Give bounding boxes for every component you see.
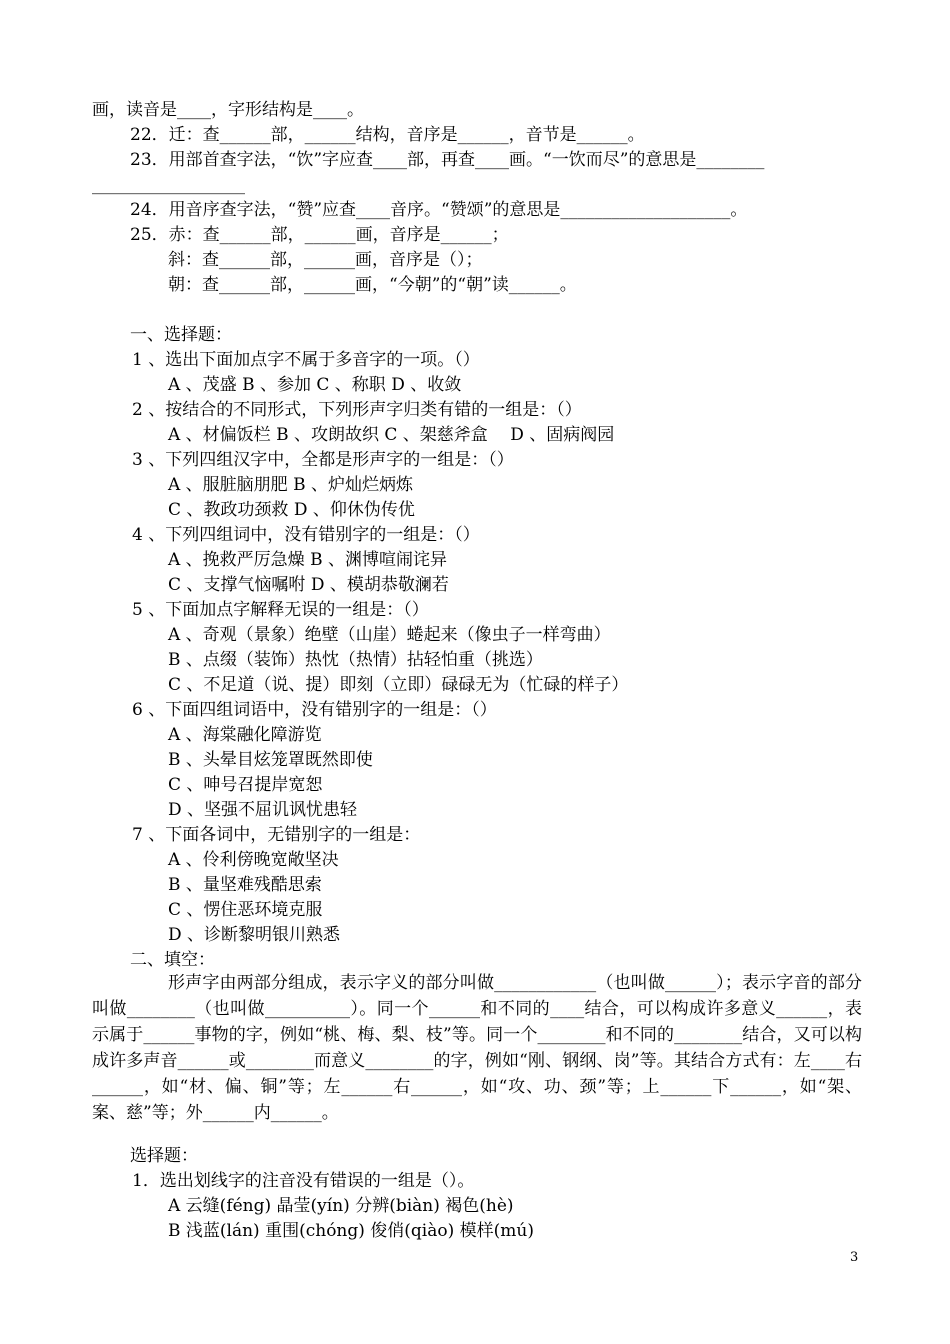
choice-option: A 、茂盛 B 、参加 C 、称职 D 、收敛	[168, 375, 462, 395]
choice-option: A 云缝(féng) 晶莹(yín) 分辨(biàn) 褐色(hè)	[168, 1196, 514, 1216]
choice-option: C 、教政功颈救 D 、仰休伪传优	[168, 500, 415, 520]
choice-option: A 、奇观（景象）绝壁（山崖）蜷起来（像虫子一样弯曲）	[168, 625, 611, 645]
choice-option: A 、服脏脑朋肥 B 、炉灿烂炳炼	[168, 475, 413, 495]
answer-blank: __________________	[92, 175, 245, 195]
choice-question: 1 、选出下面加点字不属于多音字的一项。（）	[132, 350, 480, 370]
section-title-choice-2: 选择题：	[130, 1146, 198, 1166]
choice-option: B 、量坚难残酷思索	[168, 875, 322, 895]
question-22: 22．迁：查______部，______结构，音序是______，音节是______。	[130, 125, 645, 145]
text-line: 画，读音是____，字形结构是____。	[92, 100, 364, 120]
choice-option: D 、坚强不屈讥讽忧患轻	[168, 800, 358, 820]
choice-option: C 、不足道（说、提）即刻（立即）碌碌无为（忙碌的样子）	[168, 675, 629, 695]
question-25-xie: 斜：查______部，______画，音序是（）；	[168, 250, 483, 270]
question-24: 24．用音序查字法，“赞”应查____音序。“赞颂”的意思是____________________。	[130, 200, 748, 220]
choice-option: A 、伶利傍晚宽敞坚决	[168, 850, 339, 870]
fill-in-paragraph: 形声字由两部分组成，表示字义的部分叫做____________（也叫做______）；表示字音的部分叫做________（也叫做__________）。同一个______和不同的____结合，可以构成许多意义______，表示属于______事物的字，例如“桃、梅、梨、枝”等。同一个________和不同的________结合，又可以构成许多声音______或________而意义________的字，例如“刚、钢纲、岗”等。其结合方式有：左____右______，如“材、偏、铜”等；左______右______，如“攻、功、颈”等；上______下______，如“架、案、慈”等；外______内______。	[92, 973, 862, 1123]
question-25: 25．赤：查______部，______画，音序是______；	[130, 225, 509, 245]
choice-option: D 、诊断黎明银川熟悉	[168, 925, 341, 945]
choice-question: 1．选出划线字的注音没有错误的一组是（）。	[132, 1171, 475, 1191]
choice-option: C 、支撑气恼嘱咐 D 、模胡恭敬澜若	[168, 575, 449, 595]
page-number: 3	[850, 1250, 859, 1265]
question-23: 23．用部首查字法，“饮”字应查____部，再查____画。“一饮而尽”的意思是________	[130, 150, 765, 170]
section-title-fill: 二、填空：	[130, 950, 215, 970]
choice-option: C 、呻号召提岸宽恕	[168, 775, 323, 795]
choice-question: 6 、下面四组词语中，没有错别字的一组是：（）	[132, 700, 497, 720]
choice-question: 3 、下列四组汉字中，全都是形声字的一组是：（）	[132, 450, 514, 470]
choice-option: A 、海棠融化障游览	[168, 725, 322, 745]
choice-option: C 、愣住恶环境克服	[168, 900, 323, 920]
choice-option: A 、挽救严厉急燥 B 、渊博喧闹诧异	[168, 550, 447, 570]
choice-question: 7 、下面各词中，无错别字的一组是：	[132, 825, 421, 845]
section-title-choice: 一、选择题：	[130, 325, 232, 345]
choice-option: B 、点缀（装饰）热忱（热情）拈轻怕重（挑选）	[168, 650, 543, 670]
choice-question: 5 、下面加点字解释无误的一组是：（）	[132, 600, 429, 620]
choice-question: 2 、按结合的不同形式，下列形声字归类有错的一组是：（）	[132, 400, 582, 420]
choice-option: B 、头晕目炫笼罩既然即使	[168, 750, 373, 770]
question-25-chao: 朝：查______部，______画，“今朝”的“朝”读______。	[168, 275, 577, 295]
choice-option: B 浅蓝(lán) 重围(chóng) 俊俏(qiào) 模样(mú)	[168, 1221, 534, 1241]
choice-question: 4 、下列四组词中，没有错别字的一组是：（）	[132, 525, 480, 545]
choice-option: A 、材偏饭栏 B 、攻朗故织 C 、架慈斧盒 D 、固病阀园	[168, 425, 615, 445]
